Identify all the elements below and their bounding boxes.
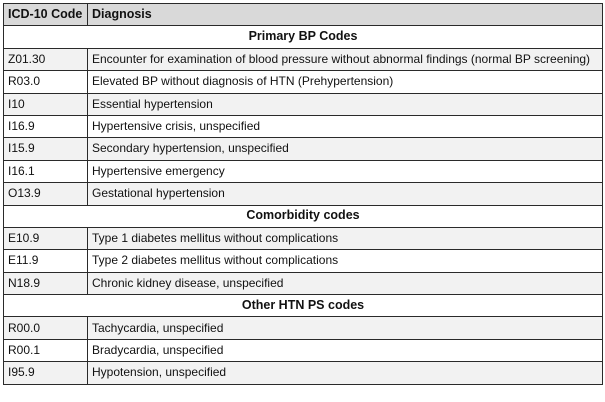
diagnosis-cell: Type 1 diabetes mellitus without complications	[88, 227, 603, 249]
diagnosis-cell: Bradycardia, unspecified	[88, 339, 603, 361]
diagnosis-cell: Hypotension, unspecified	[88, 362, 603, 384]
icd-code-cell: I15.9	[4, 138, 88, 160]
header-diagnosis: Diagnosis	[88, 4, 603, 26]
table-row	[4, 48, 603, 70]
section-title: Primary BP Codes	[4, 26, 603, 48]
icd-code-cell: E10.9	[4, 227, 88, 249]
icd-code-cell: N18.9	[4, 272, 88, 294]
table-row	[4, 272, 603, 294]
icd-code-cell: R00.0	[4, 317, 88, 339]
section-row	[4, 26, 603, 48]
diagnosis-cell: Elevated BP without diagnosis of HTN (Prehypertension)	[88, 71, 603, 93]
table-row	[4, 227, 603, 249]
icd-code-table	[3, 3, 603, 385]
diagnosis-cell: Chronic kidney disease, unspecified	[88, 272, 603, 294]
table-row	[4, 183, 603, 205]
section-title: Other HTN PS codes	[4, 295, 603, 317]
header-icd-code: ICD-10 Code	[4, 4, 88, 26]
diagnosis-cell: Essential hypertension	[88, 93, 603, 115]
icd-code-cell: O13.9	[4, 183, 88, 205]
diagnosis-cell: Tachycardia, unspecified	[88, 317, 603, 339]
table-row	[4, 160, 603, 182]
diagnosis-cell: Hypertensive crisis, unspecified	[88, 115, 603, 137]
icd-code-cell: E11.9	[4, 250, 88, 272]
icd-code-cell: I16.1	[4, 160, 88, 182]
header-row	[4, 4, 603, 26]
icd-code-cell: I10	[4, 93, 88, 115]
icd-code-cell: I16.9	[4, 115, 88, 137]
table-row	[4, 93, 603, 115]
diagnosis-cell: Hypertensive emergency	[88, 160, 603, 182]
icd-code-cell: I95.9	[4, 362, 88, 384]
table-row	[4, 138, 603, 160]
table-row	[4, 115, 603, 137]
diagnosis-cell: Secondary hypertension, unspecified	[88, 138, 603, 160]
icd-code-cell: Z01.30	[4, 48, 88, 70]
section-row	[4, 205, 603, 227]
table-row	[4, 250, 603, 272]
diagnosis-cell: Encounter for examination of blood pressure without abnormal findings (normal BP screening)	[88, 48, 603, 70]
diagnosis-cell: Gestational hypertension	[88, 183, 603, 205]
section-title: Comorbidity codes	[4, 205, 603, 227]
table-row	[4, 71, 603, 93]
icd-code-cell: R00.1	[4, 339, 88, 361]
diagnosis-cell: Type 2 diabetes mellitus without complications	[88, 250, 603, 272]
section-row	[4, 295, 603, 317]
table-row	[4, 362, 603, 384]
icd-code-cell: R03.0	[4, 71, 88, 93]
table-row	[4, 339, 603, 361]
table-row	[4, 317, 603, 339]
table-body	[4, 26, 603, 384]
table-header	[4, 4, 603, 26]
